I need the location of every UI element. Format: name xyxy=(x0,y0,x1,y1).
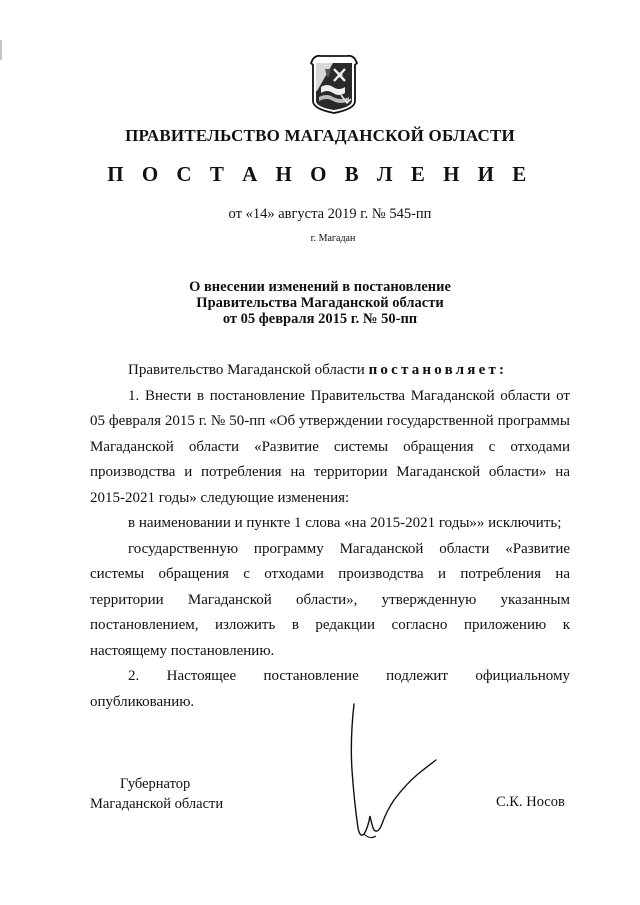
document-city: г. Магадан xyxy=(310,233,356,244)
body-paragraph-2: в наименовании и пункте 1 слова «на 2015-2021 годы»» исключить; xyxy=(128,515,562,531)
body-paragraph-4: 2. Настоящее постановление подлежит официальному опубликованию. xyxy=(90,668,570,710)
body-intro xyxy=(90,358,570,384)
signatory-title xyxy=(90,774,223,814)
signatory-name: С.К. Носов xyxy=(496,794,565,810)
intro-colon: : xyxy=(499,362,505,378)
intro-decree-word: постановляет xyxy=(368,362,500,378)
subject-line-2: Правительства Магаданской области xyxy=(196,295,444,311)
body-paragraph-3: государственную программу Магаданской области «Развитие системы обращения с отходами производства и потребления на территории Магаданской области», утвержденную указанным постановлением, изложить в редакции согласно приложению к настоящему постановлению. xyxy=(90,540,570,659)
scan-edge-mark xyxy=(0,40,6,60)
body-paragraph-1: 1. Внести в постановление Правительства Магаданской области от 05 февраля 2015 г. № 50-пп «Об утверждении государственной программы Магаданской области «Развитие системы обращения с отходами производства и потребления на территории Магаданской области» на 2015-2021 годы» следующие изменения: xyxy=(90,387,570,506)
signatory-title-line-2: Магаданской области xyxy=(90,796,224,812)
signatory-title-line-1: Губернатор xyxy=(120,776,191,792)
coat-of-arms-emblem xyxy=(307,53,361,115)
document-date-number: от «14» августа 2019 г. № 545-пп xyxy=(228,206,432,222)
document-type-heading: П О С Т А Н О В Л Е Н И Е xyxy=(107,162,533,186)
intro-text: Правительство Магаданской области xyxy=(128,362,369,378)
handwritten-signature xyxy=(340,700,460,850)
government-title: ПРАВИТЕЛЬСТВО МАГАДАНСКОЙ ОБЛАСТИ xyxy=(125,126,515,145)
subject-line-3: от 05 февраля 2015 г. № 50-пп xyxy=(222,311,418,327)
subject-line-1: О внесении изменений в постановление xyxy=(189,279,451,295)
document-subject xyxy=(0,279,640,327)
document-body xyxy=(90,358,570,715)
